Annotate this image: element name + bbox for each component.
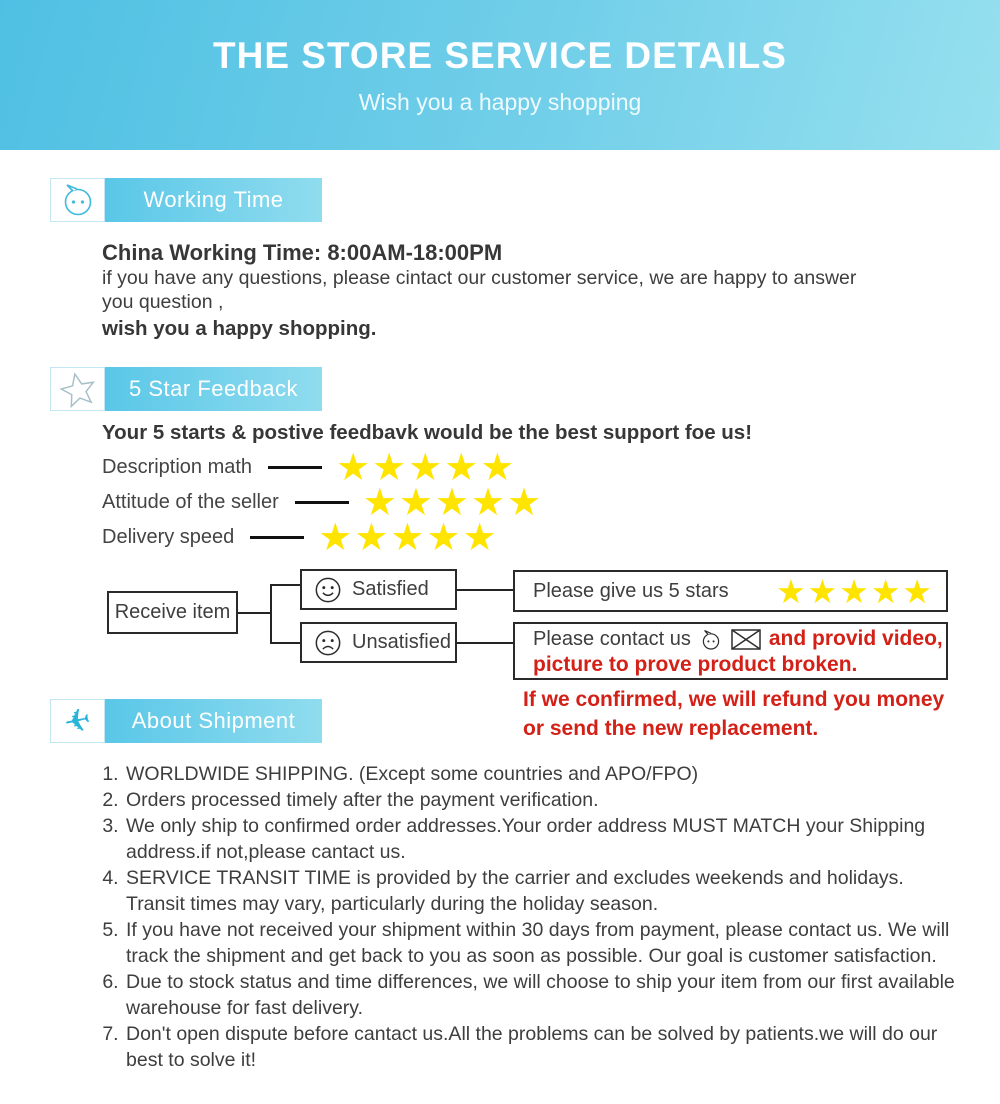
rating-row-delivery <box>102 516 1000 559</box>
feedback-intro: Your 5 starts & postive feedbavk would be the best support foe us! <box>102 421 753 444</box>
page-subtitle: Wish you a happy shopping <box>358 88 642 115</box>
rating-row-attitude <box>102 481 1000 524</box>
flow-connector-line <box>270 584 300 586</box>
feedback-title: 5 Star Feedback <box>105 367 322 411</box>
flow-receive-item-box <box>107 591 238 634</box>
shipment-item: 2. Orders processed timely after the payment verification. <box>124 787 958 813</box>
shipment-list <box>100 761 958 1073</box>
refund-line1: If we confirmed, we will refund you money <box>523 688 945 711</box>
page-title: THE STORE SERVICE DETAILS <box>213 34 787 76</box>
satisfied-label: Satisfied <box>352 578 429 600</box>
working-time-line2: you question , <box>102 291 224 313</box>
give-stars-label: Please give us 5 stars <box>533 579 729 602</box>
rating-label: Delivery speed <box>102 526 235 548</box>
shipment-title: About Shipment <box>105 699 322 743</box>
dash-connector <box>268 466 322 469</box>
receive-item-label: Receive item <box>114 601 231 623</box>
working-time-body <box>102 240 950 342</box>
contact-line <box>533 626 943 652</box>
flow-contact-box <box>513 622 948 680</box>
rating-label: Attitude of the seller <box>102 491 279 513</box>
rating-label: Description math <box>102 456 253 478</box>
airplane-icon: ✈ <box>60 700 95 742</box>
flow-satisfied-box <box>300 569 457 610</box>
working-time-icon-box <box>50 178 105 222</box>
contact-label: Please contact us <box>533 628 691 650</box>
unsatisfied-label: Unsatisfied <box>352 631 451 653</box>
working-time-hours: China Working Time: 8:00AM-18:00PM <box>102 240 503 265</box>
five-star-rating: ★★★★★ <box>362 481 544 524</box>
contact-red-text2: picture to prove product broken. <box>533 653 858 676</box>
shipment-icon-box <box>50 699 105 743</box>
working-time-closing: wish you a happy shopping. <box>102 317 377 340</box>
refund-note <box>523 685 944 743</box>
happy-face-icon <box>314 576 342 604</box>
working-time-title: Working Time <box>105 178 322 222</box>
flow-connector-line <box>457 589 513 591</box>
feedback-icon-box <box>50 367 105 411</box>
shipment-item: 7. Don't open dispute before cantact us.All the problems can be solved by patients.we will do our best to solve it! <box>124 1021 958 1073</box>
dash-connector <box>295 501 349 504</box>
flow-unsatisfied-box <box>300 622 457 663</box>
feedback-header <box>50 367 322 411</box>
five-star-rating: ★★★★★ <box>336 446 517 489</box>
contact-red-text: and provid video, <box>768 627 943 650</box>
shipment-item: 5. If you have not received your shipment within 30 days from payment, please contact us. We will track the shipment and get back to you as soon as possible. Our goal is customer satisfaction. <box>124 917 958 969</box>
working-time-line1: if you have any questions, please cintact our customer service, we are happy to answer <box>102 267 857 289</box>
star-outline-icon <box>59 370 97 408</box>
banner <box>0 0 1000 150</box>
five-star-rating: ★★★★★ <box>776 572 934 610</box>
chat-bubble-icon <box>60 182 96 218</box>
envelope-icon <box>731 629 761 650</box>
refund-line2: or send the new replacement. <box>523 717 819 740</box>
shipment-header <box>50 699 322 743</box>
shipment-item: 3. We only ship to confirmed order addresses.Your order address MUST MATCH your Shipping address.if not,please cantact us. <box>124 813 958 865</box>
five-star-rating: ★★★★★ <box>318 516 499 559</box>
working-time-header <box>50 178 322 222</box>
shipment-item: 4. SERVICE TRANSIT TIME is provided by the carrier and excludes weekends and holidays. Transit times may vary, particularly during the holiday season. <box>124 865 958 917</box>
chat-bubble-icon <box>699 627 723 651</box>
shipment-item: 1. WORLDWIDE SHIPPING. (Except some countries and APO/FPO) <box>124 761 958 787</box>
dash-connector <box>250 536 304 539</box>
flow-connector-line <box>238 612 270 614</box>
sad-face-icon <box>314 629 342 657</box>
flow-connector-line <box>457 642 513 644</box>
shipment-item: 6. Due to stock status and time differences, we will choose to ship your item from our first available warehouse for fast delivery. <box>124 969 958 1021</box>
rating-row-description <box>102 446 1000 489</box>
flow-connector-line <box>270 584 272 644</box>
flow-connector-line <box>270 642 300 644</box>
flow-give-stars-box <box>513 570 948 612</box>
